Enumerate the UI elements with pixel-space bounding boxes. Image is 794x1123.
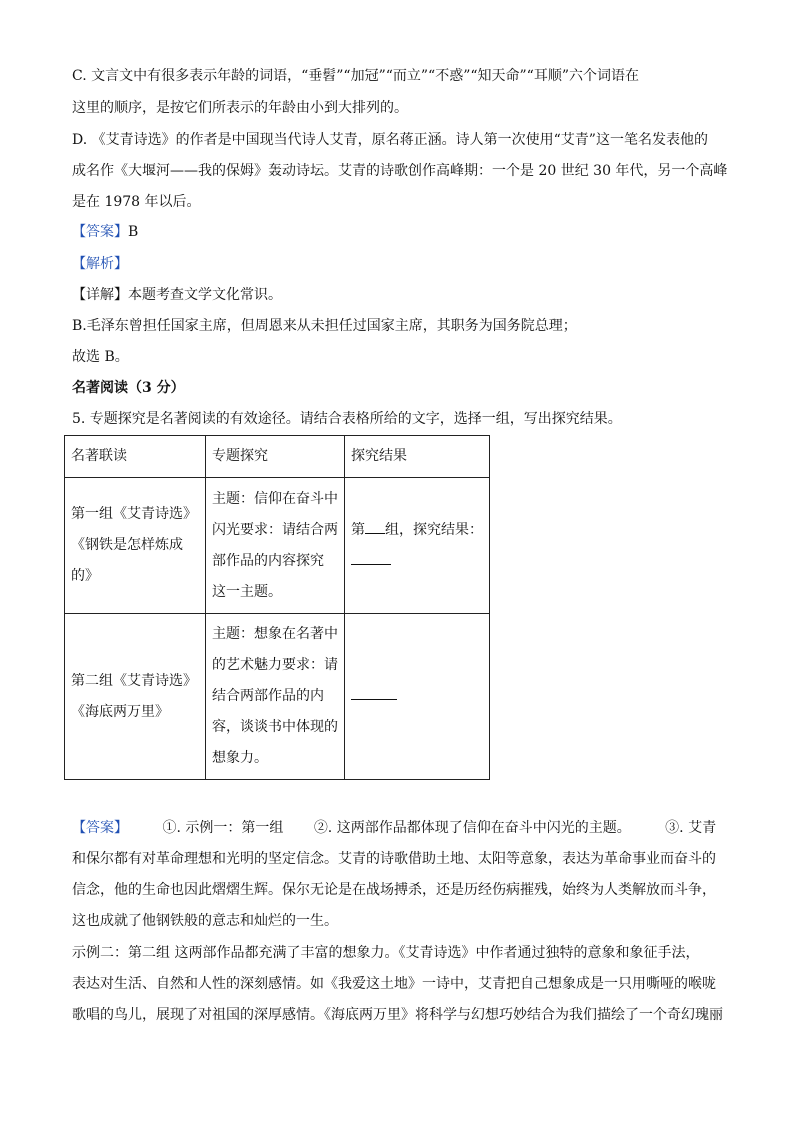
answer-5-example2-line3: 歌唱的鸟儿，展现了对祖国的深厚感情。《海底两万里》将科学与幻想巧妙结合为我们描绘了一个奇幻瑰丽 — [72, 1007, 723, 1023]
row1-topic-line: 这一主题。 — [212, 583, 282, 600]
header-cell-books: 名著联读 — [65, 436, 206, 478]
row1-topic — [206, 478, 345, 614]
detail-4 — [72, 285, 282, 305]
row1-books-line: 的》 — [71, 568, 99, 584]
row1-result — [345, 478, 490, 614]
row2-topic-line: 容，谈谈书中体现的 — [212, 719, 338, 735]
result-prefix: 第 — [351, 521, 365, 538]
detail-label: 【详解】 — [72, 287, 128, 303]
option-d-line2: 成名作《大堰河——我的保姆》轰动诗坛。艾青的诗歌创作高峰期：一个是 20 世纪 30 年代，另一个高峰 — [72, 163, 728, 179]
answer-5-line4: 这也成就了他钢铁般的意志和灿烂的一生。 — [72, 913, 338, 929]
analysis-label: 【解析】 — [72, 256, 128, 272]
row1-topic-line: 主题：信仰在奋斗中 — [212, 490, 338, 507]
detail-4-line2: B.毛泽东曾担任国家主席，但周恩来从未担任过国家主席，其职务为国务院总理； — [72, 318, 577, 334]
answer-item-1: ①. 示例一：第一组 — [162, 820, 284, 836]
row2-books-line: 《海底两万里》 — [71, 703, 169, 720]
detail-text: 本题考查文学文化常识。 — [128, 287, 282, 303]
answer-value: B — [128, 224, 139, 240]
answer-5-line2: 和保尔都有对革命理想和光明的坚定信念。艾青的诗歌借助土地、太阳等意象，表达为革命事业而奋斗的 — [72, 851, 716, 867]
row1-books-line: 第一组《艾青诗选》 — [71, 506, 197, 522]
row2-result — [345, 614, 490, 780]
question-5-text: 5. 专题探究是名著阅读的有效途径。请结合表格所给的文字，选择一组，写出探究结果。 — [72, 411, 622, 427]
study-table — [64, 435, 490, 780]
row2-topic-line: 的艺术魅力要求：请 — [212, 657, 338, 673]
answer-5-example2-line1: 示例二：第二组 这两部作品都充满了丰富的想象力。《艾青诗选》中作者通过独特的意象和象征手法， — [72, 945, 700, 961]
answer-label: 【答案】 — [72, 224, 128, 240]
answer-5-line1 — [72, 818, 716, 838]
option-c-line1: C. 文言文中有很多表示年龄的词语，“垂髫”“加冠”“而立”“不惑”“知天命”“耳顺”六个词语在 — [72, 68, 639, 84]
row2-topic-line: 想象力。 — [212, 750, 268, 766]
row1-books-line: 《钢铁是怎样炼成 — [71, 537, 183, 553]
row1-topic-line: 闪光要求：请结合两 — [212, 521, 338, 538]
option-d-line1: D. 《艾青诗选》的作者是中国现当代诗人艾青，原名蒋正涵。诗人第一次使用“艾青”这一笔名发表他的 — [72, 132, 708, 148]
answer-5-line3: 信念，他的生命也因此熠熠生辉。保尔无论是在战场搏杀，还是历经伤病摧残，始终为人类解放而斗争， — [72, 882, 716, 898]
row1-result-line — [351, 515, 483, 546]
table-row — [65, 478, 490, 614]
answer-item-2: ②. 这两部作品都体现了信仰在奋斗中闪光的主题。 — [313, 820, 631, 836]
row2-topic-line: 结合两部作品的内 — [212, 688, 324, 704]
header-cell-result: 探究结果 — [345, 436, 490, 478]
group-blank[interactable] — [365, 519, 385, 534]
row2-topic — [206, 614, 345, 780]
result-suffix: 组，探究结果： — [385, 521, 483, 538]
row2-topic-line: 主题：想象在名著中 — [212, 626, 338, 642]
result-blank[interactable] — [351, 550, 391, 565]
answer-item-3: ③. 艾青 — [665, 820, 717, 836]
answer-label: 【答案】 — [72, 820, 128, 836]
answer-4 — [72, 222, 138, 242]
row1-books — [65, 478, 206, 614]
option-c-line2: 这里的顺序，是按它们所表示的年龄由小到大排列的。 — [72, 100, 408, 116]
option-d-line3: 是在 1978 年以后。 — [72, 194, 201, 210]
row1-topic-line: 部作品的内容探究 — [212, 552, 324, 569]
row2-books-line: 第二组《艾青诗选》 — [71, 672, 197, 689]
table-row — [65, 614, 490, 780]
section-title: 名著阅读（3 分） — [72, 380, 185, 396]
answer-5-example2-line2: 表达对生活、自然和人性的深刻感情。如《我爱这土地》一诗中，艾青把自己想象成是一只用嘶哑的喉咙 — [72, 976, 716, 992]
header-cell-topic: 专题探究 — [206, 436, 345, 478]
table-header-row — [65, 436, 490, 478]
detail-4-line3: 故选 B。 — [72, 349, 129, 365]
row2-books — [65, 614, 206, 780]
result-blank[interactable] — [351, 685, 397, 700]
